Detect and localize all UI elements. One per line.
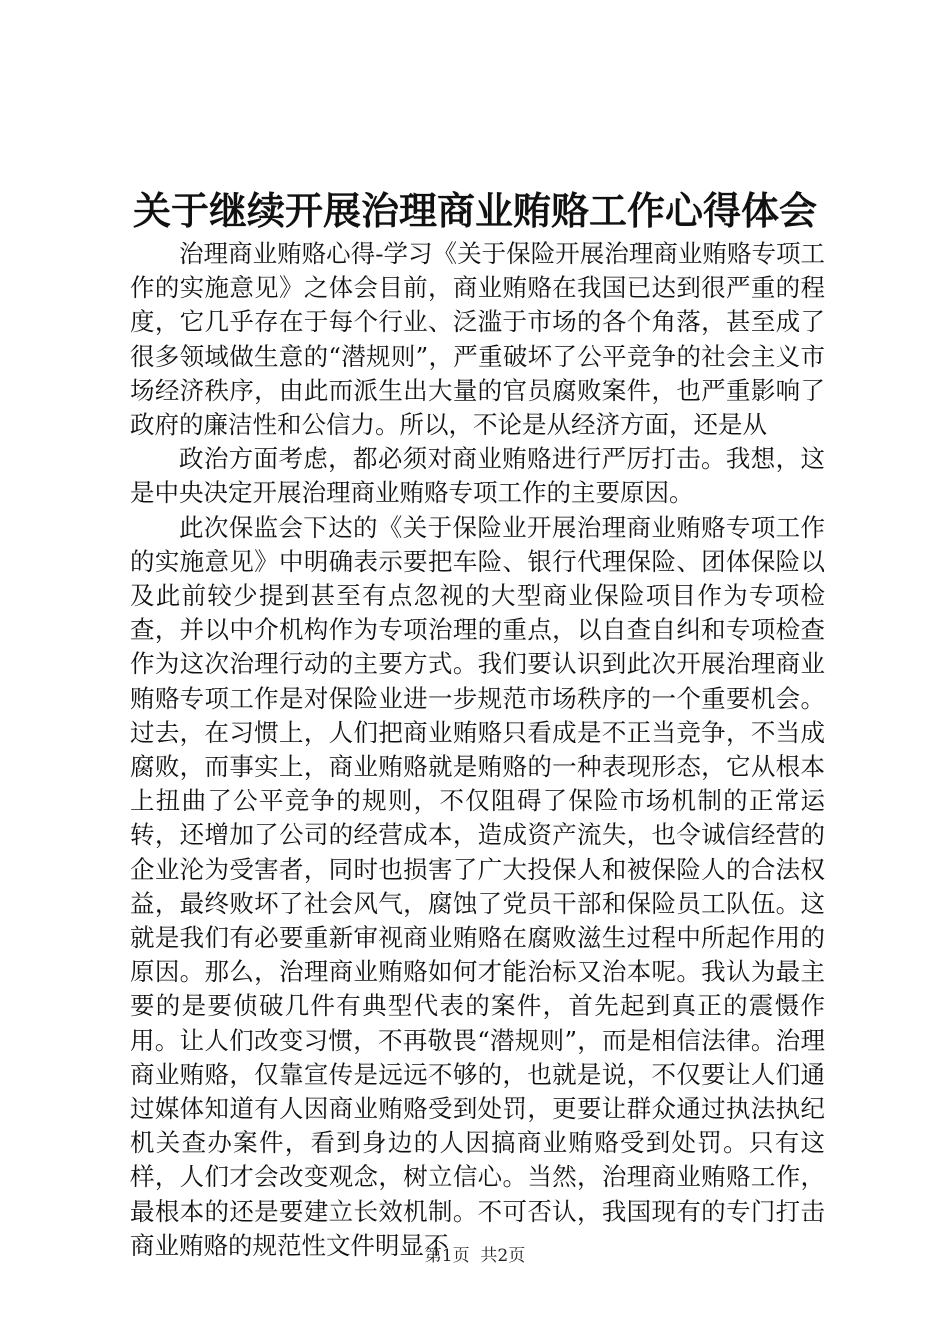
paragraph-2: 政治方面考虑，都必须对商业贿赂进行严厉打击。我想，这是中央决定开展治理商业贿赂专项工作的主要原因。 xyxy=(130,444,825,508)
document-body xyxy=(130,237,825,1263)
paragraph-1: 治理商业贿赂心得-学习《关于保险开展治理商业贿赂专项工作的实施意见》之体会目前，商业贿赂在我国已达到很严重的程度，它几乎存在于每个行业、泛滥于市场的各个角落，甚至成了很多领域做生意的“潜规则”，严重破坏了公平竞争的社会主义市场经济秩序，由此而派生出大量的官员腐败案件，也严重影响了政府的廉洁性和公信力。所以，不论是从经济方面，还是从 xyxy=(130,239,825,440)
document-title: 关于继续开展治理商业贿赂工作心得体会 xyxy=(132,188,817,233)
page-number-label: 第1页 共2页 xyxy=(424,1246,526,1266)
paragraph-3: 此次保监会下达的《关于保险业开展治理商业贿赂专项工作的实施意见》中明确表示要把车险、银行代理保险、团体保险以及此前较少提到甚至有点忽视的大型商业保险项目作为专项检查，并以中介机构作为专项治理的重点，以自查自纠和专项检查作为这次治理行动的主要方式。我们要认识到此次开展治理商业贿赂专项工作是对保险业进一步规范市场秩序的一个重要机会。过去，在习惯上，人们把商业贿赂只看成是不正当竞争，不当成腐败，而事实上，商业贿赂就是贿赂的一种表现形态，它从根本上扭曲了公平竞争的规则，不仅阻碍了保险市场机制的正常运转，还增加了公司的经营成本，造成资产流失，也令诚信经营的企业沦为受害者，同时也损害了广大投保人和被保险人的合法权益，最终败坏了社会风气，腐蚀了党员干部和保险员工队伍。这就是我们有必要重新审视商业贿赂在腐败滋生过程中所起作用的原因。那么，治理商业贿赂如何才能治标又治本呢。我认为最主要的是要侦破几件有典型代表的案件，首先起到真正的震慑作用。让人们改变习惯，不再敬畏“潜规则”，而是相信法律。治理商业贿赂，仅靠宣传是远远不够的，也就是说，不仅要让人们通过媒体知道有人因商业贿赂受到处罚，更要让群众通过执法执纪机关查办案件，看到身边的人因搞商业贿赂受到处罚。只有这样，人们才会改变观念，树立信心。当然，治理商业贿赂工作，最根本的还是要建立长效机制。不可否认，我国现有的专门打击商业贿赂的规范性文件明显不 xyxy=(130,512,825,1260)
page-footer xyxy=(0,1244,950,1268)
